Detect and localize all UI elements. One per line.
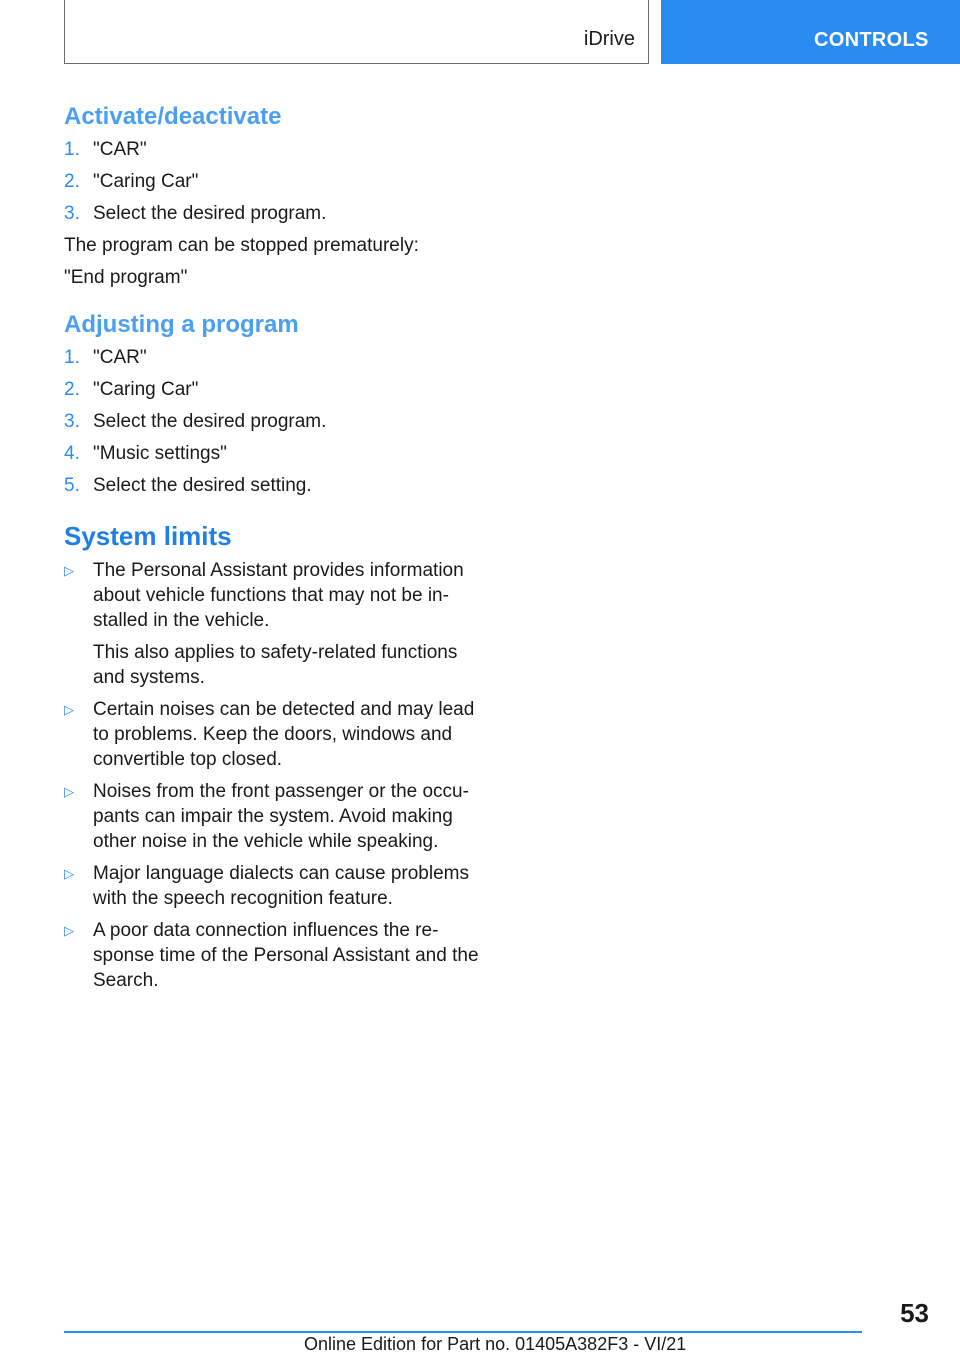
step-number: 5. bbox=[64, 475, 80, 496]
list-item bbox=[64, 779, 484, 854]
step-item bbox=[64, 198, 484, 230]
list-item bbox=[64, 861, 484, 911]
bullet-text: Certain noises can be detected and may lead to problems. Keep the doors, windows and convertible top closed. bbox=[93, 699, 475, 770]
step-text: Select the desired program. bbox=[93, 203, 327, 224]
header-tab[interactable] bbox=[661, 0, 960, 64]
step-item bbox=[64, 374, 484, 406]
list-item bbox=[64, 697, 484, 772]
step-item bbox=[64, 342, 484, 374]
step-item bbox=[64, 438, 484, 470]
bullet-extra-text: This also applies to safety-related functions and systems. bbox=[93, 642, 458, 688]
step-number: 2. bbox=[64, 171, 80, 192]
limits-title: System limits bbox=[64, 521, 232, 551]
triangle-bullet-icon: ▷ bbox=[64, 702, 74, 717]
step-text: Select the desired program. bbox=[93, 411, 327, 432]
list-item bbox=[64, 558, 484, 690]
bullet-text: The Personal Assistant provides information about vehicle functions that may not be in-stalled in the vehicle. bbox=[93, 560, 464, 631]
step-number: 1. bbox=[64, 347, 80, 368]
footer-edition: Online Edition for Part no. 01405A382F3 - VI/21 bbox=[304, 1334, 687, 1354]
adjusting-steps bbox=[64, 342, 484, 502]
step-number: 2. bbox=[64, 379, 80, 400]
bullet-text: Major language dialects can cause problems with the speech recognition feature. bbox=[93, 863, 469, 909]
activate-steps bbox=[64, 134, 484, 230]
header-box bbox=[64, 0, 649, 64]
bullet-text: A poor data connection influences the re-sponse time of the Personal Assistant and the Search. bbox=[93, 920, 479, 991]
triangle-bullet-icon: ▷ bbox=[64, 923, 74, 938]
step-item bbox=[64, 166, 484, 198]
step-item bbox=[64, 134, 484, 166]
activate-note-2: "End program" bbox=[64, 267, 188, 288]
step-text: "CAR" bbox=[93, 347, 147, 368]
step-number: 3. bbox=[64, 203, 80, 224]
triangle-bullet-icon: ▷ bbox=[64, 866, 74, 881]
triangle-bullet-icon: ▷ bbox=[64, 563, 74, 578]
activate-title: Activate/deactivate bbox=[64, 103, 282, 130]
triangle-bullet-icon: ▷ bbox=[64, 784, 74, 799]
adjusting-title: Adjusting a program bbox=[64, 311, 299, 338]
step-text: "Caring Car" bbox=[93, 379, 199, 400]
header-tab-label: CONTROLS bbox=[814, 29, 929, 51]
limits-bullets bbox=[64, 558, 484, 993]
bullet-text: Noises from the front passenger or the occu-pants can impair the system. Avoid making other noise in the vehicle while speaking. bbox=[93, 781, 469, 852]
header-section-title: iDrive bbox=[583, 28, 635, 50]
activate-note: The program can be stopped prematurely: bbox=[64, 235, 419, 256]
step-item bbox=[64, 406, 484, 438]
step-number: 4. bbox=[64, 443, 80, 464]
step-number: 3. bbox=[64, 411, 80, 432]
list-item bbox=[64, 918, 484, 993]
step-number: 1. bbox=[64, 139, 80, 160]
step-text: Select the desired setting. bbox=[93, 475, 312, 496]
footer-divider bbox=[64, 1331, 862, 1333]
step-text: "Caring Car" bbox=[93, 171, 199, 192]
step-text: "Music settings" bbox=[93, 443, 227, 464]
page-number: 53 bbox=[900, 1298, 929, 1328]
content bbox=[64, 100, 484, 1000]
step-text: "CAR" bbox=[93, 139, 147, 160]
step-item bbox=[64, 470, 484, 502]
